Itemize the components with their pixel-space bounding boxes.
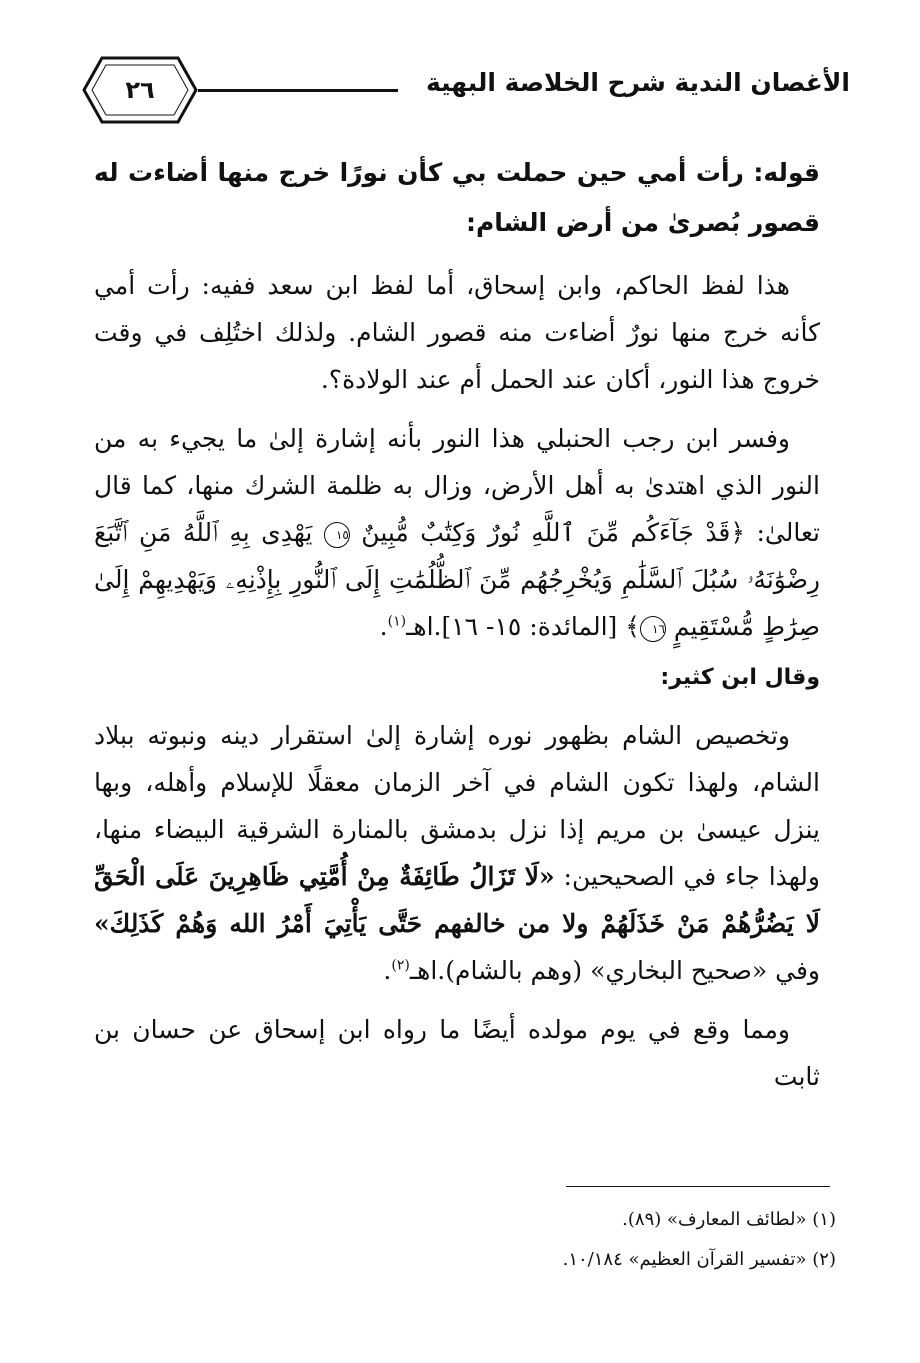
body-paragraphs — [94, 262, 820, 1100]
paragraph-2-intro: وفسر ابن رجب الحنبلي هذا النور بأنه إشارة إلىٰ ما يجيء به من النور الذي اهتدىٰ به أهل الأرض، وزال به ظلمة الشرك منها، كما قال تعالىٰ: ﴿قَدْ جَآءَكُم مِّنَ ٱللَّهِ نُورٌ وَكِتَٰبٌ مُّبِينٌ — [94, 424, 821, 547]
footnote-marker-1: (١) — [387, 613, 407, 630]
book-title: الأغصان الندية شرح الخلاصة البهية — [425, 68, 850, 97]
header-rule — [198, 89, 398, 92]
paragraph-3-intro: وتخصيص الشام بظهور نوره إشارة إلىٰ استقرار دينه ونبوته ببلاد الشام، ولهذا تكون الشام في آخر الزمان معقلًا للإسلام وأهله، وبها ينزل عيسىٰ بن مريم إذا نزل بدمشق بالمنارة الشرقية البيضاء منها، ولهذا جاء في الصحيحين: — [94, 721, 820, 891]
footnote-1: (١) «لطائف المعارف» (٨٩). — [622, 1209, 836, 1230]
quran-reference: ﴾ [المائدة: ١٥- ١٦].اهـ — [406, 612, 640, 641]
section-heading: قوله: رأت أمي حين حملت بي كأن نورًا خرج منها أضاءت له قصور بُصرىٰ من أرض الشام: — [94, 158, 820, 237]
footnotes — [94, 1200, 836, 1280]
subheading-ibn-kathir: وقال ابن كثير: — [660, 665, 820, 690]
footnote-marker-2: (٢) — [391, 957, 410, 974]
hadith-quote: «لَا تَزَالُ طَائِفَةٌ مِنْ أُمَّتِي ظَاهِرِينَ عَلَى الْحَقِّ لَا يَضُرُّهُمْ مَنْ خَذَلَهُمْ ولا من خالفهم حَتَّى يَأْتِيَ أَمْرُ الله وَهُمْ كَذَلِكَ» — [94, 862, 820, 938]
ayah-number-15: ١٥ — [324, 522, 350, 548]
paragraph-3: وتخصيص الشام بظهور نوره إشارة إلىٰ استقرار دينه ونبوته ببلاد الشام، ولهذا تكون الشام في آخر الزمان معقلًا للإسلام وأهله، وبها ينزل عيسىٰ بن مريم إذا نزل بدمشق بالمنارة الشرقية البيضاء منها، ولهذا جاء في الصحيحين: «لَا تَزَالُ طَائِفَةٌ مِنْ أُمَّتِي ظَاهِرِينَ عَلَى الْحَقِّ لَا يَضُرُّهُمْ مَنْ خَذَلَهُمْ ولا من خالفهم حَتَّى يَأْتِيَ أَمْرُ الله وَهُمْ كَذَلِكَ» وفي «صحيح البخاري» (وهم بالشام).اهـ$^{(٢)}$. — [94, 721, 820, 985]
ayah-number-16: ١٦ — [640, 616, 666, 642]
page-header — [80, 50, 850, 140]
main-text — [94, 148, 820, 248]
quran-verse-16: يَهْدِى بِهِ ٱللَّهُ مَنِ ٱتَّبَعَ رِضْوَٰنَهُۥ سُبُلَ ٱلسَّلَٰمِ وَيُخْرِجُهُم مِّنَ ٱلظُّلُمَٰتِ إِلَى ٱلنُّورِ بِإِذْنِهِۦ وَيَهْدِيهِمْ إِلَىٰ صِرَٰطٍ مُّسْتَقِيمٍ — [94, 518, 820, 641]
paragraph-2: وفسر ابن رجب الحنبلي هذا النور بأنه إشارة إلىٰ ما يجيء به من النور الذي اهتدىٰ به أهل الأرض، وزال به ظلمة الشرك منها، كما قال تعالىٰ: ﴿قَدْ جَآءَكُم مِّنَ ٱللَّهِ نُورٌ وَكِتَٰبٌ مُّبِينٌ ١٥ يَهْدِى بِهِ ٱللَّهُ مَنِ ٱتَّبَعَ رِضْوَٰنَهُۥ سُبُلَ ٱلسَّلَٰمِ وَيُخْرِجُهُم مِّنَ ٱلظُّلُمَٰتِ إِلَى ٱلنُّورِ بِإِذْنِهِۦ وَيَهْدِيهِمْ إِلَىٰ صِرَٰطٍ مُّسْتَقِيمٍ ١٦﴾ [المائدة: ١٥- ١٦].اهـ$^{(١)}$. — [94, 424, 821, 641]
paragraph-3-tail: وفي «صحيح البخاري» (وهم بالشام).اهـ — [409, 956, 820, 985]
paragraph-1: هذا لفظ الحاكم، وابن إسحاق، أما لفظ ابن سعد ففيه: رأت أمي كأنه خرج منها نورٌ أضاءت منه قصور الشام. ولذلك اختُلِف في وقت خروج هذا النور، أكان عند الحمل أم عند الولادة؟. — [94, 271, 820, 394]
paragraph-4: ومما وقع في يوم مولده أيضًا ما رواه ابن إسحاق عن حسان بن ثابت — [94, 1015, 820, 1091]
footnote-2: (٢) «تفسير القرآن العظيم» ١٠/١٨٤. — [562, 1249, 836, 1270]
page-number: ٢٦ — [125, 76, 155, 104]
page-number-badge — [80, 54, 200, 126]
footnote-divider — [566, 1186, 830, 1187]
